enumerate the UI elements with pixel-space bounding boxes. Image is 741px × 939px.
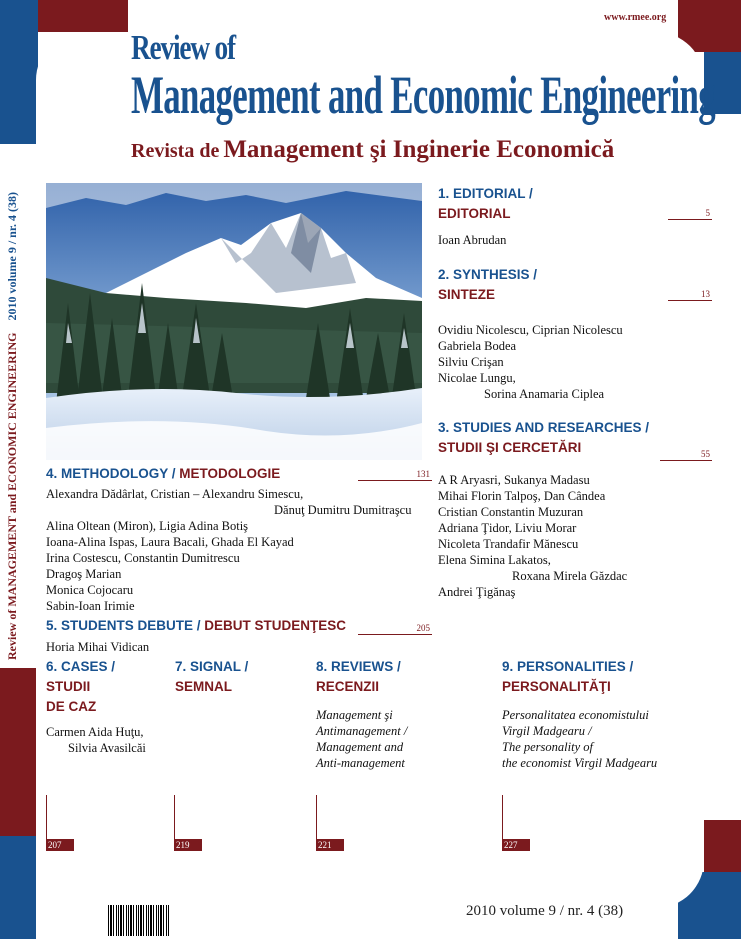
spine-text xyxy=(5,190,20,660)
personality-description-line: The personality of xyxy=(502,740,593,754)
personality-description-line: the economist Virgil Madgearu xyxy=(502,756,658,770)
page-marker-line xyxy=(46,795,47,839)
section-1-ro: EDITORIAL xyxy=(438,206,511,221)
section-5-en: 5. STUDENTS DEBUTE xyxy=(46,618,194,633)
spine-issue: 2010 volume 9 / nr. 4 (38) xyxy=(5,191,19,321)
section-3-sep: / xyxy=(641,420,650,435)
section-students-title xyxy=(46,616,346,636)
section-9-ro: PERSONALITĂŢI xyxy=(502,679,611,694)
review-description-line: Management şi xyxy=(316,708,393,722)
section-9-en: 9. PERSONALITIES xyxy=(502,659,626,674)
spine-name: MANAGEMENT and ECONOMIC ENGINEERING xyxy=(5,332,19,607)
page-number-207: 207 xyxy=(46,839,74,851)
section-1-sep: / xyxy=(525,186,533,201)
section-8-ro: RECENZII xyxy=(316,679,380,694)
section-studies-title xyxy=(438,418,649,458)
corner-red-top-left xyxy=(38,0,128,32)
author-line: Monica Cojocaru xyxy=(46,583,134,597)
spine-prefix: Review of xyxy=(5,609,19,660)
author-line: Cristian Constantin Muzuran xyxy=(438,505,584,519)
section-6-ro-2: DE CAZ xyxy=(46,699,97,714)
page-number-205: 205 xyxy=(358,623,432,635)
author-line: Nicoleta Trandafir Mănescu xyxy=(438,537,579,551)
section-2-ro: SINTEZE xyxy=(438,287,496,302)
personality-description-line: Personalitatea economistului xyxy=(502,708,649,722)
author-line: Alina Oltean (Miron), Ligia Adina Botiş xyxy=(46,519,249,533)
section-6-en: 6. CASES xyxy=(46,659,108,674)
author-line: Horia Mihai Vidican xyxy=(46,640,150,654)
author-line: Sorina Anamaria Ciplea xyxy=(484,387,605,401)
journal-title-romanian xyxy=(131,136,614,164)
section-reviews-title xyxy=(316,657,401,697)
section-6-sep: / xyxy=(107,659,116,674)
section-7-en: 7. SIGNAL xyxy=(175,659,241,674)
corner-red-bottom-left xyxy=(0,668,36,836)
page-marker-line xyxy=(174,795,175,839)
author-line: Nicolae Lungu, xyxy=(438,371,516,385)
page-number-219: 219 xyxy=(174,839,202,851)
section-editorial-title xyxy=(438,184,533,224)
author-line: Gabriela Bodea xyxy=(438,339,517,353)
section-signal-title xyxy=(175,657,248,697)
page-number-221: 221 xyxy=(316,839,344,851)
title-ro-prefix: Revista de xyxy=(131,140,220,162)
author-line: Dănuţ Dumitru Dumitraşcu xyxy=(274,503,412,517)
section-4-sep: / xyxy=(168,466,180,481)
author-line: Irina Costescu, Constantin Dumitrescu xyxy=(46,551,240,565)
section-3-en: 3. STUDIES AND RESEARCHES xyxy=(438,420,642,435)
author-line: Adriana Ţidor, Liviu Morar xyxy=(438,521,577,535)
author-line: Dragoş Marian xyxy=(46,567,122,581)
corner-red-bottom-right xyxy=(704,820,741,872)
barcode-icon xyxy=(108,905,170,936)
page-number-55: 55 xyxy=(660,449,712,461)
section-4-en: 4. METHODOLOGY xyxy=(46,466,169,481)
title-ro-main: Management şi Inginerie Economică xyxy=(223,136,615,163)
author-line: Silviu Crişan xyxy=(438,355,504,369)
page-number-131: 131 xyxy=(358,469,432,481)
page-number-13: 13 xyxy=(668,289,712,301)
section-4-ro: METODOLOGIE xyxy=(179,466,281,481)
section-2-sep: / xyxy=(529,267,538,282)
section-7-sep: / xyxy=(240,659,249,674)
author-line: Carmen Aida Huţu, xyxy=(46,725,144,739)
section-9-sep: / xyxy=(625,659,634,674)
page-number-5: 5 xyxy=(668,208,712,220)
section-cases-title xyxy=(46,657,115,717)
author-line: A R Aryasri, Sukanya Madasu xyxy=(438,473,590,487)
section-2-en: 2. SYNTHESIS xyxy=(438,267,530,282)
section-methodology-title xyxy=(46,464,280,484)
section-synthesis-title xyxy=(438,265,537,305)
personality-description-line: Virgil Madgearu / xyxy=(502,724,592,738)
author-line: Ioan Abrudan xyxy=(438,233,507,247)
author-line: Mihai Florin Talpoş, Dan Cândea xyxy=(438,489,606,503)
corner-blue-left-bar xyxy=(0,32,38,144)
author-line: Roxana Mirela Găzdac xyxy=(512,569,628,583)
author-line: Alexandra Dădârlat, Cristian – Alexandru Simescu, xyxy=(46,487,304,501)
review-description-line: Management and xyxy=(316,740,404,754)
section-personalities-title xyxy=(502,657,633,697)
author-line: Sabin-Ioan Irimie xyxy=(46,599,135,613)
corner-blue-bottom-left xyxy=(0,836,36,939)
author-line: Andrei Ţigănaş xyxy=(438,585,516,599)
snowy-mountain-forest-photo xyxy=(46,183,422,460)
issue-label: 2010 volume 9 / nr. 4 (38) xyxy=(466,903,624,919)
review-description-line: Antimanagement / xyxy=(316,724,408,738)
section-7-ro: SEMNAL xyxy=(175,679,232,694)
page-marker-line xyxy=(316,795,317,839)
website-url[interactable]: www.rmee.org xyxy=(604,12,667,23)
author-line: Elena Simina Lakatos, xyxy=(438,553,551,567)
section-5-ro: DEBUT STUDENŢESC xyxy=(204,618,347,633)
section-8-en: 8. REVIEWS xyxy=(316,659,394,674)
section-6-ro-1: STUDII xyxy=(46,679,91,694)
title-review-of: Review of xyxy=(131,28,235,67)
page-number-227: 227 xyxy=(502,839,530,851)
section-8-sep: / xyxy=(393,659,401,674)
author-line: Ioana-Alina Ispas, Laura Bacali, Ghada El Kayad xyxy=(46,535,294,549)
section-5-sep: / xyxy=(193,618,205,633)
author-line: Silvia Avasilcăi xyxy=(68,741,146,755)
page-marker-line xyxy=(502,795,503,839)
author-line: Ovidiu Nicolescu, Ciprian Nicolescu xyxy=(438,323,623,337)
section-1-en: 1. EDITORIAL xyxy=(438,186,526,201)
journal-title: Management and Economic Engineering xyxy=(131,65,716,125)
review-description-line: Anti-management xyxy=(316,756,405,770)
section-3-ro: STUDII ŞI CERCETĂRI xyxy=(438,440,582,455)
corner-blue-top-left xyxy=(0,0,38,32)
